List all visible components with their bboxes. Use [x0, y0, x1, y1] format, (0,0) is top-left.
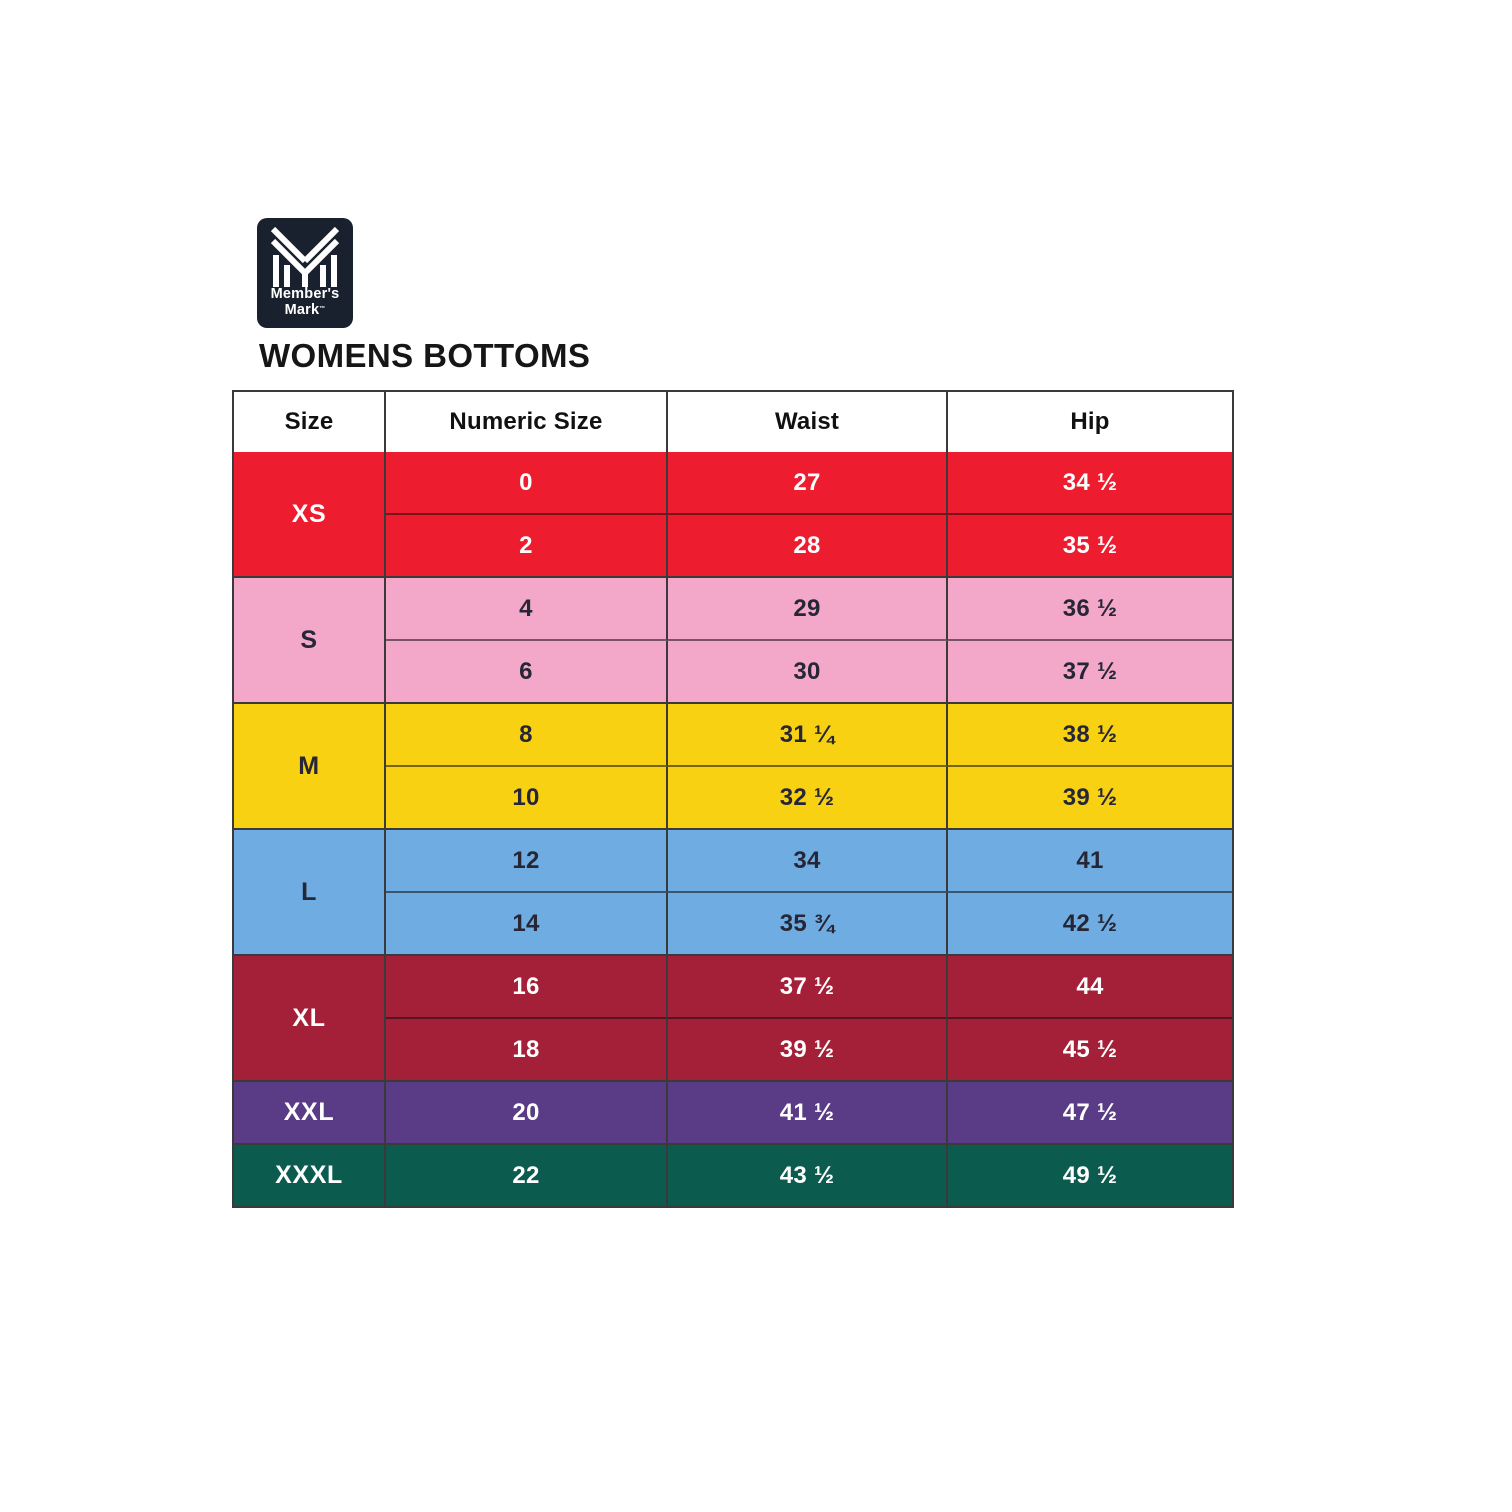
waist-cell: 39 ½: [668, 1019, 948, 1082]
waist-cell: 27: [668, 452, 948, 515]
size-label-m: M: [234, 704, 386, 830]
header-hip: Hip: [948, 392, 1232, 452]
table-row: [234, 830, 1232, 893]
hip-cell: 45 ½: [948, 1019, 1232, 1082]
hip-cell: 34 ½: [948, 452, 1232, 515]
waist-cell: 30: [668, 641, 948, 704]
hip-cell: 35 ½: [948, 515, 1232, 578]
size-label-l: L: [234, 830, 386, 956]
trademark-symbol: ™: [319, 306, 326, 312]
hip-cell: 42 ½: [948, 893, 1232, 956]
size-label-xs: XS: [234, 452, 386, 578]
table-row: [234, 452, 1232, 515]
hip-cell: 38 ½: [948, 704, 1232, 767]
numeric-size-cell: 10: [386, 767, 668, 830]
numeric-size-cell: 18: [386, 1019, 668, 1082]
numeric-size-cell: 6: [386, 641, 668, 704]
waist-cell: 34: [668, 830, 948, 893]
header-row: [234, 392, 1232, 452]
logo-text-mark: Mark™: [284, 302, 326, 318]
header-waist: Waist: [668, 392, 948, 452]
numeric-size-cell: 2: [386, 515, 668, 578]
waist-cell: 32 ½: [668, 767, 948, 830]
table-row: [234, 1145, 1232, 1206]
waist-cell: 43 ½: [668, 1145, 948, 1206]
size-table-body: [234, 452, 1232, 1206]
table-header: [234, 392, 1232, 452]
hip-cell: 37 ½: [948, 641, 1232, 704]
numeric-size-cell: 22: [386, 1145, 668, 1206]
logo-text-members: Member's: [270, 286, 340, 302]
table-row: [234, 1082, 1232, 1145]
waist-cell: 37 ½: [668, 956, 948, 1019]
hip-cell: 39 ½: [948, 767, 1232, 830]
members-mark-logo: [257, 218, 353, 328]
numeric-size-cell: 12: [386, 830, 668, 893]
hip-cell: 44: [948, 956, 1232, 1019]
header-size: Size: [234, 392, 386, 452]
waist-cell: 28: [668, 515, 948, 578]
size-label-xl: XL: [234, 956, 386, 1082]
table-row: [234, 956, 1232, 1019]
numeric-size-cell: 16: [386, 956, 668, 1019]
size-label-s: S: [234, 578, 386, 704]
waist-cell: 41 ½: [668, 1082, 948, 1145]
hip-cell: 41: [948, 830, 1232, 893]
numeric-size-cell: 0: [386, 452, 668, 515]
numeric-size-cell: 4: [386, 578, 668, 641]
size-label-xxl: XXL: [234, 1082, 386, 1145]
numeric-size-cell: 20: [386, 1082, 668, 1145]
waist-cell: 31 ¼: [668, 704, 948, 767]
hip-cell: 47 ½: [948, 1082, 1232, 1145]
size-label-xxxl: XXXL: [234, 1145, 386, 1206]
header-numeric-size: Numeric Size: [386, 392, 668, 452]
numeric-size-cell: 8: [386, 704, 668, 767]
members-mark-m-icon: [263, 225, 347, 287]
hip-cell: 49 ½: [948, 1145, 1232, 1206]
numeric-size-cell: 14: [386, 893, 668, 956]
table-row: [234, 578, 1232, 641]
page-title: WOMENS BOTTOMS: [259, 337, 591, 374]
waist-cell: 29: [668, 578, 948, 641]
size-chart-table: [232, 390, 1234, 1208]
waist-cell: 35 ¾: [668, 893, 948, 956]
hip-cell: 36 ½: [948, 578, 1232, 641]
table-row: [234, 704, 1232, 767]
